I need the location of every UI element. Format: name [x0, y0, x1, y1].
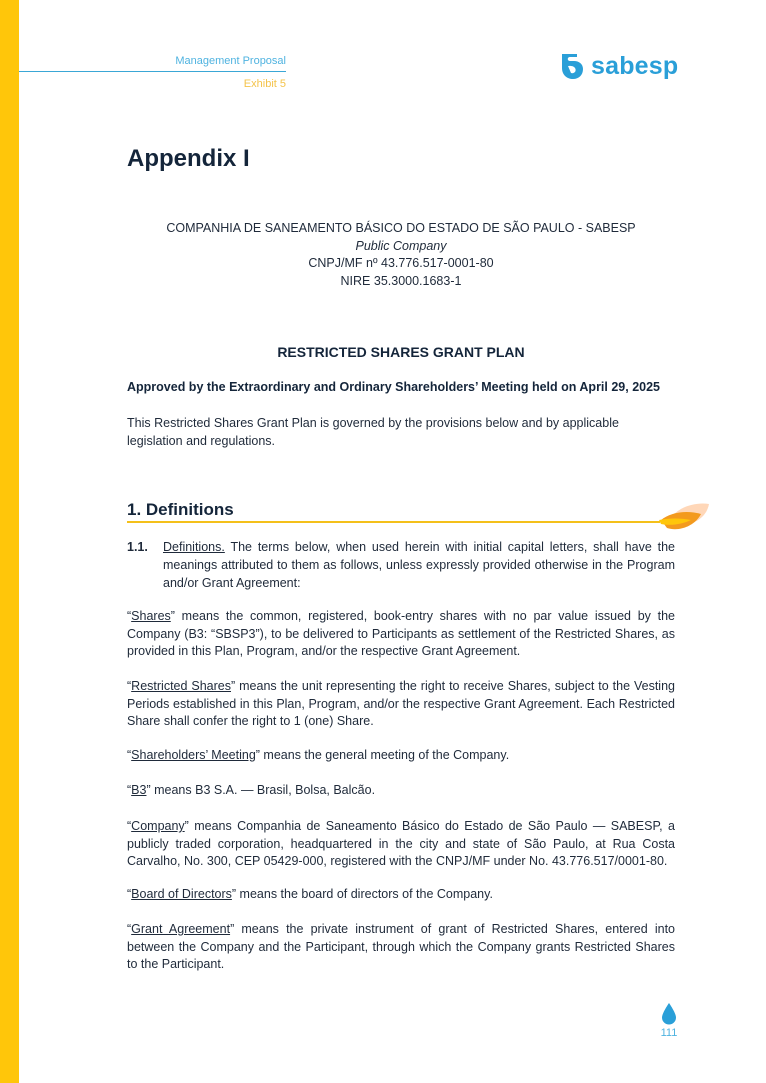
clause-heading: Definitions.	[163, 540, 225, 554]
clause-body	[163, 538, 675, 592]
definition-term: Shares	[131, 609, 171, 623]
section-title: 1. Definitions	[127, 500, 234, 519]
definition-b3: “B3” means B3 S.A. — Brasil, Bolsa, Balcão.	[127, 783, 376, 797]
definition-term: Restricted Shares	[131, 679, 231, 693]
approval-statement: Approved by the Extraordinary and Ordinary Shareholders’ Meeting held on April 29, 2025	[127, 380, 661, 394]
definition-text: means Companhia de Saneamento Básico do Estado de São Paulo — SABESP, a publicly traded corporation, headquartered in the city and state of São Paulo, at Rua Costa Carvalho, No. 300, CEP 05429-000, registered with the CNPJ/MF under No. 43.776.517/0001-80.	[127, 819, 675, 868]
definition-term: Grant Agreement	[131, 922, 231, 936]
side-accent-bar	[0, 0, 19, 1083]
page-number: 111	[660, 1027, 678, 1039]
definition-restricted-shares: “Restricted Shares” means the unit representing the right to receive Shares, subject to the Vesting Periods established in this Plan, Program, and/or the respective Grant Agreement. Each Restricted Share shall confer the right to 1 (one) Share.	[127, 679, 675, 728]
definition-text: means the private instrument of grant of Restricted Shares, entered into between the Company and the Participant, through which the Company grants Restricted Shares to the Participant.	[127, 922, 675, 971]
intro-paragraph: This Restricted Shares Grant Plan is governed by the provisions below and by applicable legislation and regulations.	[127, 416, 619, 448]
company-cnpj: CNPJ/MF nº 43.776.517-0001-80	[308, 256, 494, 270]
clause-number: 1.1.	[127, 540, 148, 554]
clause-1-1	[127, 538, 675, 592]
doc-label: Management Proposal	[175, 55, 286, 67]
exhibit-label: Exhibit 5	[243, 78, 286, 90]
definition-term: Board of Directors	[131, 887, 232, 901]
definition-board-of-directors: “Board of Directors” means the board of directors of the Company.	[127, 887, 493, 901]
water-drop-icon	[661, 1003, 677, 1025]
company-name: COMPANHIA DE SANEAMENTO BÁSICO DO ESTADO DE SÃO PAULO - SABESP	[166, 221, 636, 235]
definition-text: means the general meeting of the Company.	[259, 748, 510, 762]
sabesp-logo-icon	[559, 52, 585, 80]
definition-text: means the common, registered, book-entry shares with no par value issued by the Company (B3: “SBSP3”), to be delivered to Participants as settlement of the Restricted Shares, as provided in this Plan, Program, and/or the respective Grant Agreement.	[127, 609, 675, 658]
leaf-decoration-icon	[657, 500, 712, 534]
company-nire: NIRE 35.3000.1683-1	[340, 273, 462, 288]
company-type: Public Company	[355, 238, 447, 253]
definition-term: B3	[131, 783, 147, 797]
plan-title: RESTRICTED SHARES GRANT PLAN	[277, 344, 525, 360]
header-rule	[19, 71, 286, 72]
definition-term: Company	[131, 819, 185, 833]
logo-wordmark: sabesp	[591, 51, 679, 80]
definition-term: Shareholders’ Meeting	[131, 748, 256, 762]
appendix-title: Appendix I	[127, 145, 250, 172]
definition-grant-agreement: “Grant Agreement” means the private instrument of grant of Restricted Shares, entered into between the Company and the Participant, through which the Company grants Restricted Shares to the Participant.	[127, 922, 675, 971]
definition-text: means the board of directors of the Company.	[236, 887, 493, 901]
sabesp-logo	[559, 50, 678, 82]
definition-shares: “Shares” means the common, registered, book-entry shares with no par value issued by the Company (B3: “SBSP3”), to be delivered to Participants as settlement of the Restricted Shares, as provided in this Plan, Program, and/or the respective Grant Agreement.	[127, 609, 675, 658]
definition-company: “Company” means Companhia de Saneamento Básico do Estado de São Paulo — SABESP, a publicly traded corporation, headquartered in the city and state of São Paulo, at Rua Costa Carvalho, No. 300, CEP 05429-000, registered with the CNPJ/MF under No. 43.776.517/0001-80.	[127, 819, 675, 868]
company-info	[127, 220, 675, 290]
clause-text: The terms below, when used herein with initial capital letters, shall have the meanings attributed to them as follows, unless expressly provided otherwise in the Program and/or Grant Agreement:	[163, 540, 675, 590]
definition-text: means B3 S.A. — Brasil, Bolsa, Balcão.	[150, 783, 376, 797]
definition-shareholders-meeting: “Shareholders’ Meeting” means the general meeting of the Company.	[127, 748, 510, 762]
definition-text: means the unit representing the right to receive Shares, subject to the Vesting Periods established in this Plan, Program, and/or the respective Grant Agreement. Each Restricted Share shall confer the right to 1 (one) Share.	[127, 679, 675, 728]
section-underline	[127, 521, 660, 523]
